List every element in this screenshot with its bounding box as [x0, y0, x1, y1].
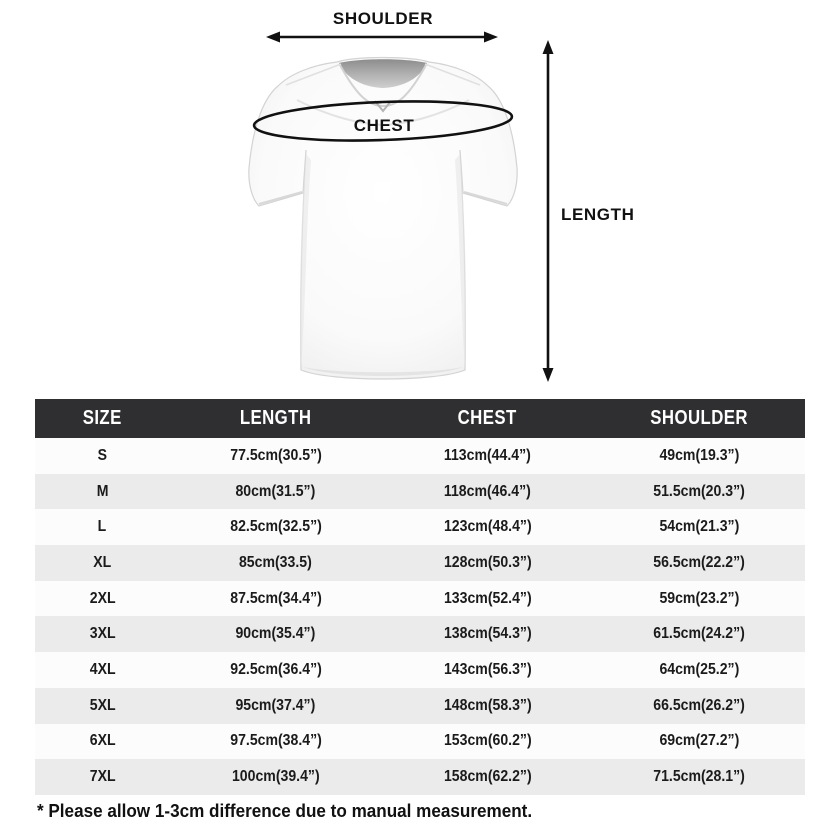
col-header-size: SIZE	[35, 399, 170, 438]
chest-measure-label: CHEST	[353, 116, 415, 135]
measurement-diagram	[0, 0, 840, 400]
cell-chest: 113cm(44.4”)	[382, 438, 594, 474]
cell-length: 90cm(35.4”)	[170, 616, 382, 652]
table-row	[35, 688, 805, 724]
cell-shoulder: 66.5cm(26.2”)	[593, 688, 805, 724]
cell-chest: 133cm(52.4”)	[382, 581, 594, 617]
tshirt-graphic	[0, 0, 840, 400]
table-row	[35, 759, 805, 795]
cell-chest: 143cm(56.3”)	[382, 652, 594, 688]
cell-length: 85cm(33.5)	[170, 545, 382, 581]
cell-shoulder: 64cm(25.2”)	[593, 652, 805, 688]
table-row	[35, 652, 805, 688]
cell-size: S	[35, 438, 170, 474]
cell-size: 6XL	[35, 724, 170, 760]
cell-size: XL	[35, 545, 170, 581]
cell-shoulder: 51.5cm(20.3”)	[593, 474, 805, 510]
cell-length: 82.5cm(32.5”)	[170, 509, 382, 545]
size-table-header	[35, 399, 805, 438]
col-header-length: LENGTH	[170, 399, 382, 438]
cell-length: 100cm(39.4”)	[170, 759, 382, 795]
cell-chest: 123cm(48.4”)	[382, 509, 594, 545]
cell-length: 95cm(37.4”)	[170, 688, 382, 724]
cell-length: 87.5cm(34.4”)	[170, 581, 382, 617]
table-row	[35, 509, 805, 545]
cell-size: 4XL	[35, 652, 170, 688]
cell-shoulder: 61.5cm(24.2”)	[593, 616, 805, 652]
cell-size: 3XL	[35, 616, 170, 652]
cell-chest: 153cm(60.2”)	[382, 724, 594, 760]
cell-shoulder: 49cm(19.3”)	[593, 438, 805, 474]
cell-size: L	[35, 509, 170, 545]
cell-shoulder: 54cm(21.3”)	[593, 509, 805, 545]
cell-size: 7XL	[35, 759, 170, 795]
measurement-disclaimer: * Please allow 1-3cm difference due to manual measurement.	[37, 801, 533, 821]
cell-size: 2XL	[35, 581, 170, 617]
shoulder-measure-label: SHOULDER	[332, 9, 434, 28]
cell-chest: 128cm(50.3”)	[382, 545, 594, 581]
table-row	[35, 616, 805, 652]
table-row	[35, 581, 805, 617]
cell-length: 77.5cm(30.5”)	[170, 438, 382, 474]
cell-length: 97.5cm(38.4”)	[170, 724, 382, 760]
table-row	[35, 474, 805, 510]
cell-shoulder: 59cm(23.2”)	[593, 581, 805, 617]
cell-length: 92.5cm(36.4”)	[170, 652, 382, 688]
cell-shoulder: 71.5cm(28.1”)	[593, 759, 805, 795]
cell-chest: 158cm(62.2”)	[382, 759, 594, 795]
size-table	[35, 399, 805, 795]
length-arrow	[543, 40, 554, 382]
cell-chest: 148cm(58.3”)	[382, 688, 594, 724]
shoulder-arrow	[266, 32, 498, 43]
col-header-chest: CHEST	[382, 399, 594, 438]
cell-length: 80cm(31.5”)	[170, 474, 382, 510]
col-header-shoulder: SHOULDER	[593, 399, 805, 438]
table-row	[35, 438, 805, 474]
cell-size: M	[35, 474, 170, 510]
table-row	[35, 545, 805, 581]
cell-shoulder: 56.5cm(22.2”)	[593, 545, 805, 581]
cell-chest: 118cm(46.4”)	[382, 474, 594, 510]
length-measure-label: LENGTH	[561, 205, 635, 224]
cell-size: 5XL	[35, 688, 170, 724]
table-row	[35, 724, 805, 760]
cell-shoulder: 69cm(27.2”)	[593, 724, 805, 760]
cell-chest: 138cm(54.3”)	[382, 616, 594, 652]
